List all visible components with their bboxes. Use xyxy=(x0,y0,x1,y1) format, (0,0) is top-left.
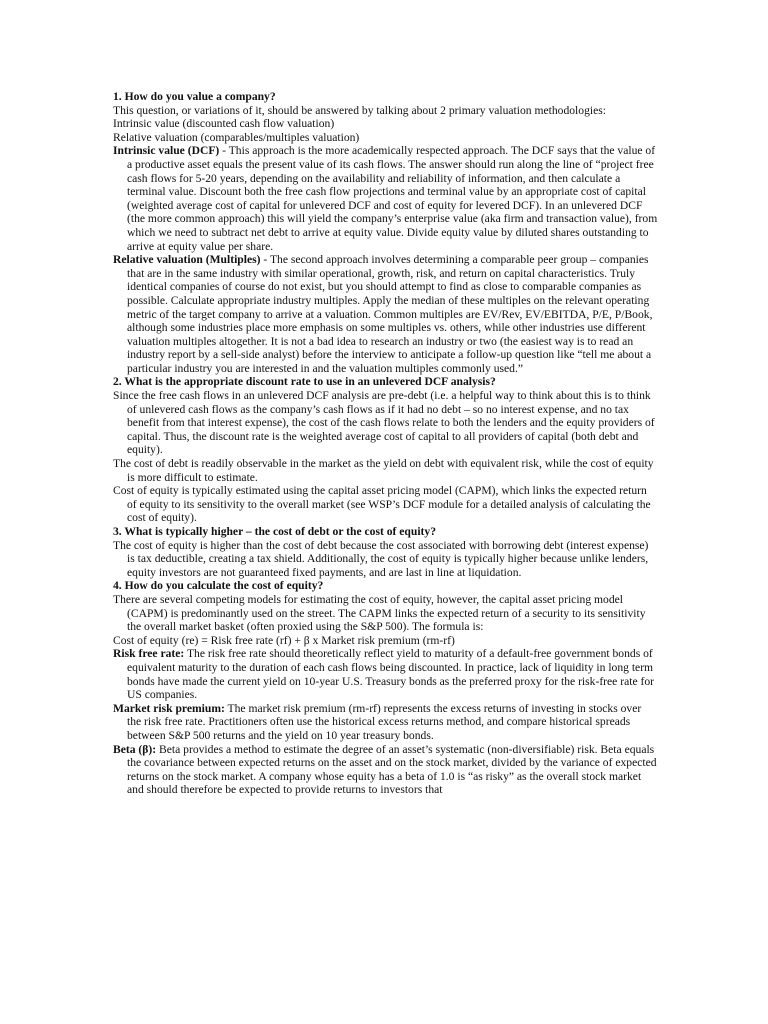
document-page xyxy=(113,90,658,797)
beta-term: Beta (β): xyxy=(113,742,157,756)
market-risk-premium-text: The market risk premium (rm-rf) represents the excess returns of investing in stocks over the risk free rate. Practitioners often use the historical excess returns method, and compare historical spreads between S&P 500 returns and the yield on 10 year treasury bonds. xyxy=(127,701,642,742)
dcf-text: - This approach is the more academically respected approach. The DCF says that the value of a productive asset equals the present value of its cash flows. The answer should run along the line of “project free cash flows for 5-20 years, depending on the availability and reliability of information, and then calculate a terminal value. Discount both the free cash flow projections and terminal value by an appropriate cost of capital (weighted average cost of capital for unlevered DCF and cost of equity for levered DCF). In an unlevered DCF (the more common approach) this will yield the company’s enterprise value (aka firm and transaction value), from which we need to subtract net debt to arrive at equity value. Divide equity value by diluted shares outstanding to arrive at equity value per share. xyxy=(127,144,658,253)
method-intrinsic: Intrinsic value (discounted cash flow valuation) xyxy=(113,117,335,131)
question-1-intro: This question, or variations of it, should be answered by talking about 2 primary valuation methodologies: xyxy=(113,103,606,117)
capm-formula: Cost of equity (re) = Risk free rate (rf) + β x Market risk premium (rm-rf) xyxy=(113,633,455,647)
question-2-paragraph-2: The cost of debt is readily observable in the market as the yield on debt with equivalent risk, while the cost of equity is more difficult to estimate. xyxy=(113,457,654,484)
dcf-paragraph xyxy=(113,144,658,253)
risk-free-rate-paragraph xyxy=(113,647,658,701)
method-relative: Relative valuation (comparables/multiples valuation) xyxy=(113,130,360,144)
beta-paragraph xyxy=(113,743,658,797)
beta-text: Beta provides a method to estimate the degree of an asset’s systematic (non-diversifiable) risk. Beta equals the covariance between expected returns on the asset and on the stock market, divided by the variance of expected returns on the stock market. A company whose equity has a beta of 1.0 is “as risky” as the overall stock market and should therefore be expected to provide returns to investors that xyxy=(127,742,657,797)
multiples-term: Relative valuation (Multiples) xyxy=(113,253,261,267)
question-3-heading: 3. What is typically higher – the cost of debt or the cost of equity? xyxy=(113,525,437,538)
risk-free-rate-term: Risk free rate: xyxy=(113,647,185,661)
question-1-heading: 1. How do you value a company? xyxy=(113,90,276,103)
multiples-paragraph xyxy=(113,253,658,375)
question-4-heading: 4. How do you calculate the cost of equity? xyxy=(113,579,324,593)
question-2-paragraph-1: Since the free cash flows in an unlevered DCF analysis are pre-debt (i.e. a helpful way to think about this is to think of unlevered cash flows as the company’s cash flows as if it had no debt – so no interest expense, and no tax benefit from that interest expense), the cost of the cash flows relate to both the lenders and the equity providers of capital. Thus, the discount rate is the weighted average cost of capital to all providers of capital (both debt and equity). xyxy=(113,389,655,457)
dcf-term: Intrinsic value (DCF) xyxy=(113,144,220,158)
question-2-heading: 2. What is the appropriate discount rate to use in an unlevered DCF analysis? xyxy=(113,375,496,389)
market-risk-premium-term: Market risk premium: xyxy=(113,701,225,715)
market-risk-premium-paragraph xyxy=(113,702,658,743)
multiples-text: - The second approach involves determining a comparable peer group – companies that are in the same industry with similar operational, growth, risk, and return on capital characteristics. Truly identical companies of course do not exist, but you should attempt to find as close to comparable companies as possible. Calculate appropriate industry multiples. Apply the median of these multiples on the relevant operating metric of the target company to arrive at a valuation. Common multiples are EV/Rev, EV/EBITDA, P/E, P/Book, although some industries place more emphasis on some multiples vs. others, while other industries use different valuation multiples altogether. It is not a bad idea to research an industry or two (the easiest way is to read an industry report by a sell-side analyst) before the interview to anticipate a follow-up question like “tell me about a particular industry you are interested in and the valuation multiples commonly used.” xyxy=(127,253,653,375)
risk-free-rate-text: The risk free rate should theoretically reflect yield to maturity of a default-free government bonds of equivalent maturity to the duration of each cash flows being discounted. In practice, lack of liquidity in long term bonds have made the current yield on 10-year U.S. Treasury bonds as the preferred proxy for the risk-free rate for US companies. xyxy=(127,647,655,702)
question-4-paragraph: There are several competing models for estimating the cost of equity, however, the capital asset pricing model (CAPM) is predominantly used on the street. The CAPM links the expected return of a security to its sensitivity the overall market basket (often proxied using the S&P 500). The formula is: xyxy=(113,592,646,634)
question-3-paragraph: The cost of equity is higher than the cost of debt because the cost associated with borrowing debt (interest expense) is tax deductible, creating a tax shield. Additionally, the cost of equity is typically higher because unlike lenders, equity investors are not guaranteed fixed payments, and are last in line at liquidation. xyxy=(113,538,649,579)
question-2-paragraph-3: Cost of equity is typically estimated using the capital asset pricing model (CAPM), which links the expected return of equity to its sensitivity to the overall market (see WSP’s DCF module for a detailed analysis of calculating the cost of equity). xyxy=(113,484,651,525)
